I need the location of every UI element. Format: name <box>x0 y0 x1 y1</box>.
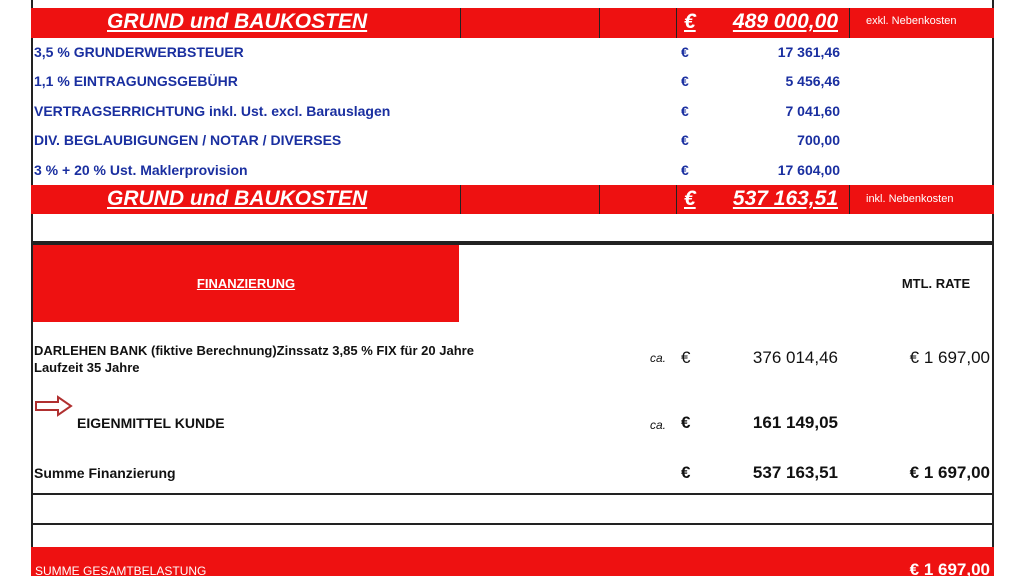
sum-financing-amount: 537 163,51 <box>752 463 838 482</box>
cost-item-amount: 7 041,60 <box>785 103 840 119</box>
total-title: GRUND und BAUKOSTEN <box>107 187 368 210</box>
cost-item-label: DIV. BEGLAUBIGUNGEN / NOTAR / DIVERSES <box>34 132 342 148</box>
total-note: inkl. Nebenkosten <box>866 193 954 205</box>
right-arrow-outline-icon <box>34 395 74 422</box>
cost-item-label: VERTRAGSERRICHTUNG inkl. Ust. excl. Barauslagen <box>34 103 391 119</box>
spacer-row <box>31 214 994 243</box>
cost-item-label: 1,1 % EINTRAGUNGSGEBÜHR <box>34 73 238 89</box>
financing-empty-cell-1 <box>459 243 601 324</box>
cost-item-amount: 700,00 <box>797 132 840 148</box>
top-strip <box>31 0 994 8</box>
cost-item-currency: € <box>681 162 689 178</box>
bottom-total-rate: € 1 697,00 <box>909 560 990 579</box>
cost-item-currency: € <box>681 73 689 89</box>
loan-approx-label: ca. <box>650 351 667 365</box>
cost-item-label: 3,5 % GRUNDERWERBSTEUER <box>34 44 244 60</box>
equity-approx-label: ca. <box>650 418 667 432</box>
cost-item-label: 3 % + 20 % Ust. Maklerprovision <box>34 162 248 178</box>
financing-title <box>31 275 461 293</box>
financing-empty-cell-2 <box>599 243 880 324</box>
loan-amount: 376 014,46 <box>752 348 838 367</box>
total-amount: 537 163,51 <box>732 187 838 210</box>
loan-currency: € <box>681 348 691 367</box>
cost-item-currency: € <box>681 132 689 148</box>
total-currency: € <box>684 187 696 210</box>
cost-item-amount: 17 604,00 <box>777 162 840 178</box>
header-title: GRUND und BAUKOSTEN <box>107 10 368 33</box>
empty-row <box>31 495 994 525</box>
cost-item-currency: € <box>681 44 689 60</box>
header-amount: 489 000,00 <box>732 10 838 33</box>
equity-currency: € <box>681 413 691 432</box>
cost-item-currency: € <box>681 103 689 119</box>
sum-financing-label: Summe Finanzierung <box>34 465 176 481</box>
equity-label: EIGENMITTEL KUNDE <box>77 415 225 431</box>
bottom-total-label: SUMME GESAMTBELASTUNG <box>35 564 207 578</box>
cost-item-amount: 5 456,46 <box>785 73 840 89</box>
empty-row-2 <box>31 525 994 547</box>
loan-description-line1: DARLEHEN BANK (fiktive Berechnung)Zinssatz 3,85 % FIX für 20 Jahre <box>34 343 474 358</box>
header-note: exkl. Nebenkosten <box>866 15 957 27</box>
loan-rate: € 1 697,00 <box>909 348 990 367</box>
rate-header-label: MTL. RATE <box>901 276 971 291</box>
sum-financing-currency: € <box>681 463 691 482</box>
loan-description-line2: Laufzeit 35 Jahre <box>34 360 140 375</box>
cost-item-amount: 17 361,46 <box>777 44 840 60</box>
sum-financing-rate: € 1 697,00 <box>909 463 990 482</box>
equity-amount: 161 149,05 <box>752 413 838 432</box>
header-currency: € <box>684 10 696 33</box>
loan-block <box>31 322 994 454</box>
financing-title-text: FINANZIERUNG <box>196 276 296 291</box>
